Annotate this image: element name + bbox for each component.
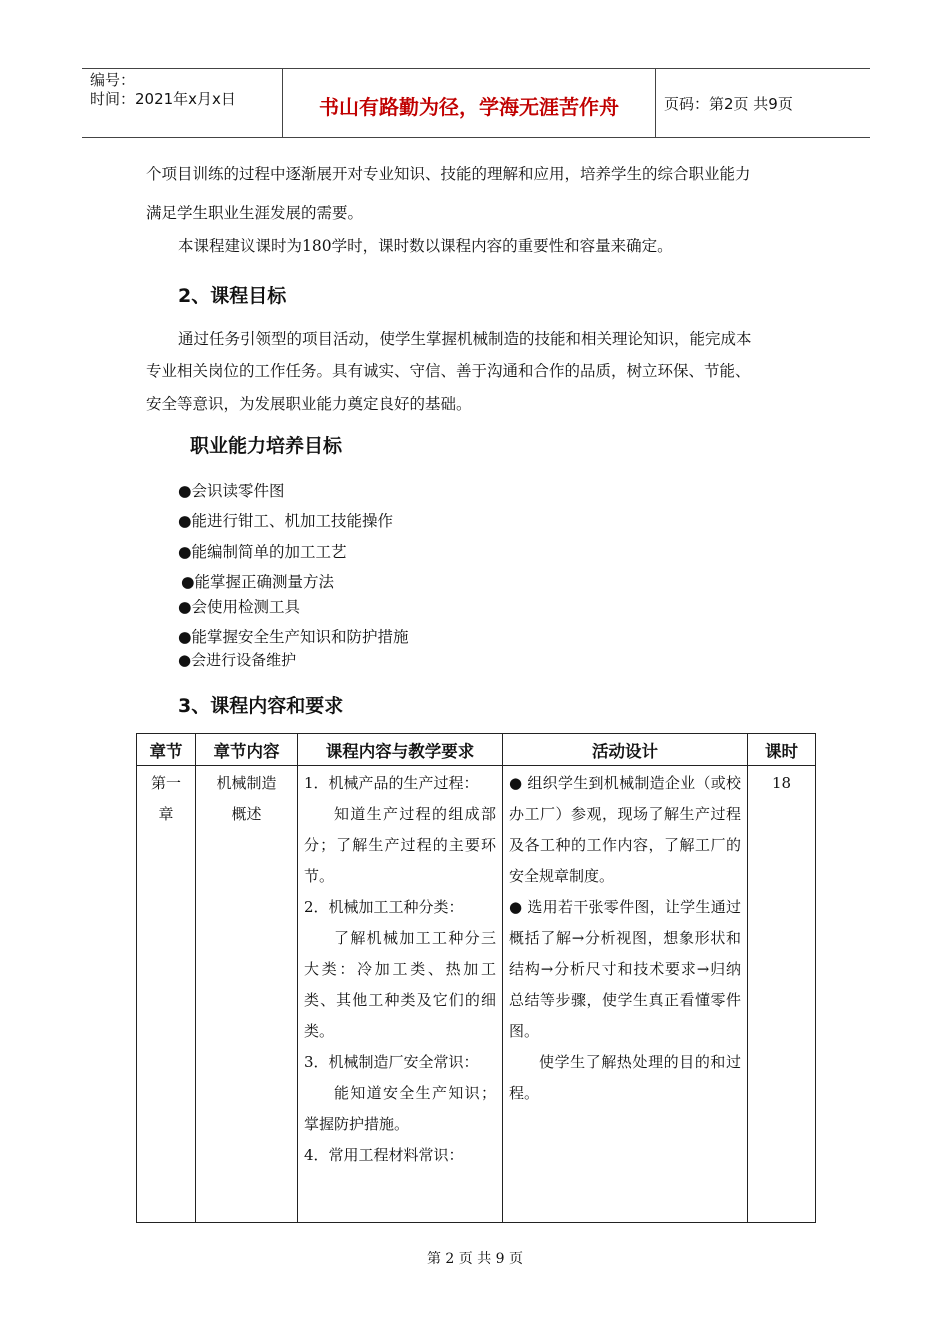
activity-line: ● 选用若干张零件图，让学生通过概括了解→分析视图，想象形状和结构→分析尺寸和技术要求→归纳总结等步骤，使学生真正看懂零件图。 (509, 898, 741, 1040)
ability-item: ●能编制简单的加工工艺 (178, 543, 347, 561)
table-header-row (137, 734, 816, 766)
requirement-line: 3．机械制造厂安全常识： (304, 1053, 479, 1071)
cell-requirements (298, 766, 503, 1223)
section-2-line-1: 通过任务引领型的项目活动，使学生掌握机械制造的技能和相关理论知识，能完成本 (178, 330, 752, 348)
column-header-chapter-content: 章节内容 (196, 734, 298, 766)
header-divider (655, 69, 656, 137)
section-2-title: 2、课程目标 (178, 285, 287, 307)
cell-activities (503, 766, 748, 1223)
requirement-line: 知道生产过程的组成部分；了解生产过程的主要环节。 (304, 805, 496, 885)
intro-line-2: 满足学生职业生涯发展的需要。 (146, 204, 364, 222)
ability-title: 职业能力培养目标 (190, 435, 343, 457)
ability-item: ●会使用检测工具 (178, 598, 301, 616)
requirement-line: 了解机械加工工种分三大类：冷加工类、热加工类、其他工种类及它们的细类。 (304, 929, 496, 1040)
requirement-line: 2．机械加工工种分类： (304, 898, 464, 916)
requirement-line: 1．机械产品的生产过程： (304, 774, 479, 792)
column-header-activities: 活动设计 (503, 734, 748, 766)
header-meta (90, 71, 236, 109)
column-header-requirements: 课程内容与教学要求 (298, 734, 503, 766)
course-table (136, 733, 816, 1223)
page-footer: 第 2 页 共 9 页 (426, 1251, 524, 1267)
column-header-chapter: 章节 (137, 734, 196, 766)
time-label: 时间：2021年x月x日 (90, 90, 236, 108)
section-2-line-2: 专业相关岗位的工作任务。具有诚实、守信、善于沟通和合作的品质，树立环保、节能、 (146, 362, 751, 380)
requirement-line: 4．常用工程材料常识： (304, 1146, 464, 1164)
number-label: 编号： (90, 71, 136, 89)
cell-chapter: 第一章 (137, 766, 196, 1223)
intro-line-3: 本课程建议课时为180学时，课时数以课程内容的重要性和容量来确定。 (178, 237, 673, 255)
header-page-code: 页码：第2页 共9页 (664, 95, 793, 113)
ability-item: ●能掌握正确测量方法 (181, 573, 335, 591)
page-header (82, 68, 870, 138)
table-row (137, 766, 816, 1223)
activity-line: 使学生了解热处理的目的和过程。 (509, 1053, 741, 1102)
ability-item: ●会识读零件图 (178, 482, 285, 500)
column-header-hours: 课时 (748, 734, 816, 766)
ability-item: ●能进行钳工、机加工技能操作 (178, 512, 394, 530)
cell-hours: 18 (748, 766, 816, 1223)
ability-item: ●能掌握安全生产知识和防护措施 (178, 628, 409, 646)
section-2-line-3: 安全等意识，为发展职业能力奠定良好的基础。 (146, 395, 472, 413)
section-3-title: 3、课程内容和要求 (178, 695, 344, 717)
requirement-line: 能知道安全生产知识；掌握防护措施。 (304, 1084, 496, 1133)
cell-chapter-content: 机械制造概述 (196, 766, 298, 1223)
header-motto: 书山有路勤为径，学海无涯苦作舟 (319, 95, 619, 119)
ability-item: ●会进行设备维护 (178, 651, 297, 669)
intro-line-1: 个项目训练的过程中逐渐展开对专业知识、技能的理解和应用，培养学生的综合职业能力 (146, 165, 751, 183)
activity-line: ● 组织学生到机械制造企业（或校办工厂）参观，现场了解生产过程及各工种的工作内容，了解工厂的安全规章制度。 (509, 774, 741, 885)
